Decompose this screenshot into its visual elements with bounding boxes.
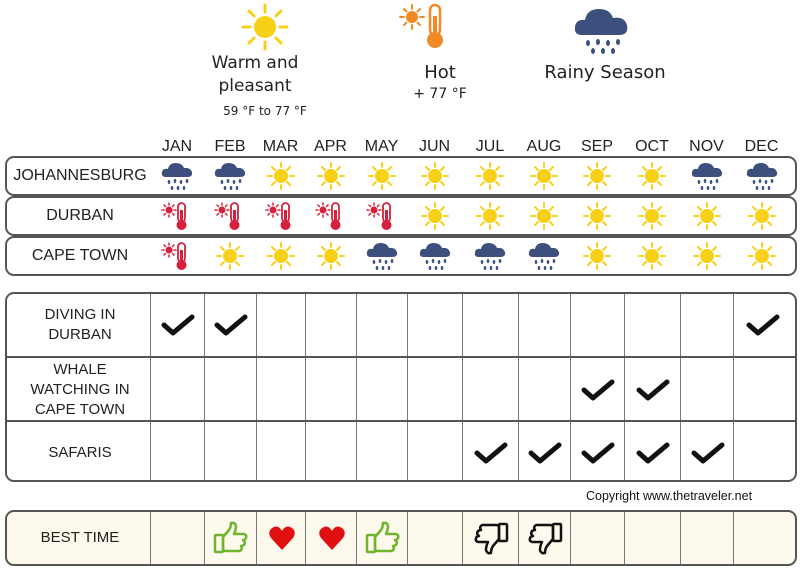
row-label: CAPE TOWN	[31, 247, 129, 264]
checkmark-icon	[624, 422, 681, 482]
month-header-sep: SEP	[580, 138, 613, 155]
empty-cell	[680, 512, 734, 564]
activity-row	[7, 420, 795, 482]
empty-cell	[150, 512, 205, 564]
sun-icon	[680, 238, 733, 274]
empty-cell	[305, 422, 357, 482]
legend-warm-range: 59 °F to 77 °F	[223, 104, 307, 118]
row-label: DIVING IN DURBAN	[44, 306, 116, 343]
sun-icon	[305, 158, 356, 194]
empty-cell	[204, 358, 257, 422]
row-label: SAFARIS	[48, 444, 112, 461]
checkmark-icon	[204, 294, 257, 356]
checkmark-icon	[518, 422, 571, 482]
empty-cell	[462, 358, 519, 422]
checkmark-icon	[570, 358, 625, 422]
month-header-oct: OCT	[635, 138, 669, 155]
checkmark-icon	[570, 422, 625, 482]
sun-icon	[462, 198, 518, 234]
rain-cloud-icon	[572, 3, 632, 57]
month-header-jul: JUL	[475, 138, 505, 155]
rain-cloud-icon	[680, 158, 733, 194]
empty-cell	[407, 422, 463, 482]
empty-cell	[204, 422, 257, 482]
empty-cell	[256, 358, 306, 422]
empty-cell	[624, 294, 681, 356]
sun-icon	[733, 198, 790, 234]
thumbs-up-icon	[204, 512, 257, 564]
activity-row	[7, 294, 795, 356]
rain-cloud-icon	[407, 238, 462, 274]
activity-row	[7, 356, 795, 422]
empty-cell	[356, 422, 408, 482]
empty-cell	[407, 358, 463, 422]
sun-icon	[256, 158, 305, 194]
empty-cell	[256, 294, 306, 356]
empty-cell	[680, 294, 734, 356]
row-label: JOHANNESBURG	[13, 167, 147, 184]
hot-thermometer-icon	[256, 198, 305, 234]
rain-cloud-icon	[518, 238, 570, 274]
empty-cell	[305, 294, 357, 356]
checkmark-icon	[733, 294, 791, 356]
sun-icon	[240, 2, 290, 52]
sun-icon	[256, 238, 305, 274]
hot-thermometer-icon	[204, 198, 256, 234]
empty-cell	[733, 422, 791, 482]
empty-cell	[733, 512, 791, 564]
month-header-aug: AUG	[526, 138, 562, 155]
heart-icon	[305, 512, 357, 564]
checkmark-icon	[624, 358, 681, 422]
empty-cell	[150, 422, 205, 482]
month-header-dec: DEC	[744, 138, 779, 155]
row-label: DURBAN	[46, 207, 114, 224]
month-header-nov: NOV	[689, 138, 724, 155]
sun-icon	[356, 158, 407, 194]
sun-icon	[305, 238, 356, 274]
empty-cell	[518, 358, 571, 422]
rain-cloud-icon	[462, 238, 518, 274]
empty-cell	[733, 358, 791, 422]
sun-icon	[407, 158, 462, 194]
empty-cell	[680, 358, 734, 422]
thumbs-up-icon	[356, 512, 408, 564]
empty-cell	[256, 422, 306, 482]
sun-icon	[204, 238, 256, 274]
checkmark-icon	[150, 294, 205, 356]
sun-icon	[407, 198, 462, 234]
month-header-apr: APR	[314, 138, 347, 155]
weather-row	[5, 236, 797, 276]
sun-icon	[680, 198, 733, 234]
empty-cell	[305, 358, 357, 422]
checkmark-icon	[680, 422, 734, 482]
sun-icon	[518, 198, 570, 234]
month-header-may: MAY	[364, 138, 399, 155]
thumbs-down-icon	[462, 512, 519, 564]
hot-thermometer-icon	[150, 238, 204, 274]
rain-cloud-icon	[150, 158, 204, 194]
empty-cell	[570, 294, 625, 356]
rain-cloud-icon	[733, 158, 790, 194]
month-header-feb: FEB	[214, 138, 246, 155]
legend-hot-range: + 77 °F	[413, 86, 467, 102]
sun-icon	[624, 198, 680, 234]
empty-cell	[407, 294, 463, 356]
thermometer-sun-icon	[398, 2, 458, 52]
empty-cell	[356, 294, 408, 356]
month-header-mar: MAR	[262, 138, 299, 155]
month-header-jan: JAN	[161, 138, 193, 155]
hot-thermometer-icon	[150, 198, 204, 234]
sun-icon	[518, 158, 570, 194]
hot-thermometer-icon	[305, 198, 356, 234]
checkmark-icon	[462, 422, 519, 482]
empty-cell	[356, 358, 408, 422]
sun-icon	[624, 158, 680, 194]
copyright: Copyright www.thetraveler.net	[586, 489, 753, 503]
empty-cell	[518, 294, 571, 356]
sun-icon	[624, 238, 680, 274]
empty-cell	[570, 512, 625, 564]
row-label: WHALE WATCHING IN CAPE TOWN	[30, 361, 130, 418]
weather-row	[5, 156, 797, 196]
legend-warm-line2: pleasant	[218, 76, 292, 96]
thumbs-down-icon	[518, 512, 571, 564]
month-header-jun: JUN	[418, 138, 451, 155]
empty-cell	[150, 358, 205, 422]
empty-cell	[624, 512, 681, 564]
sun-icon	[733, 238, 790, 274]
weather-row	[5, 196, 797, 236]
empty-cell	[462, 294, 519, 356]
legend-warm-line1: Warm and	[211, 53, 299, 73]
empty-cell	[407, 512, 463, 564]
legend	[0, 0, 800, 130]
best-time-label: BEST TIME	[40, 529, 120, 546]
sun-icon	[462, 158, 518, 194]
legend-hot: Hot	[424, 62, 456, 83]
best-time-row	[5, 510, 797, 566]
hot-thermometer-icon	[356, 198, 407, 234]
rain-cloud-icon	[356, 238, 407, 274]
sun-icon	[570, 198, 624, 234]
sun-icon	[570, 238, 624, 274]
activities-table	[5, 292, 797, 482]
rain-cloud-icon	[204, 158, 256, 194]
sun-icon	[570, 158, 624, 194]
legend-rainy: Rainy Season	[544, 62, 666, 83]
heart-icon	[256, 512, 306, 564]
